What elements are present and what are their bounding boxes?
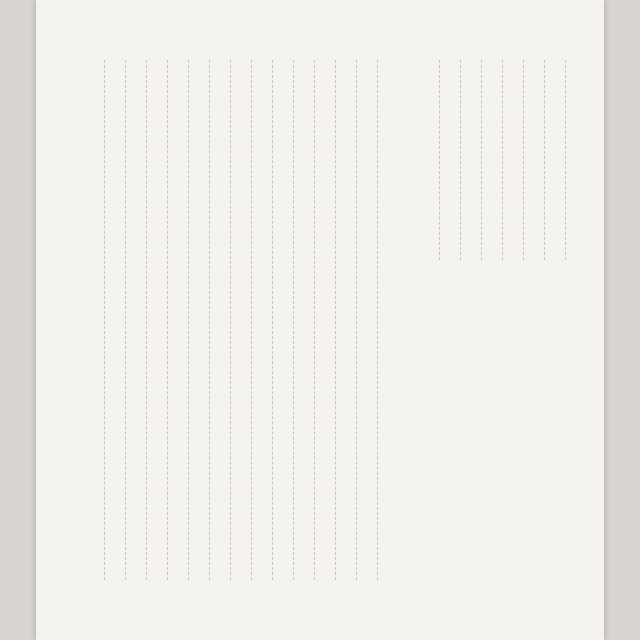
lower-text-block [80, 60, 398, 580]
text-column [294, 60, 315, 580]
text-column [210, 60, 231, 580]
text-column [336, 60, 357, 580]
text-column [545, 60, 566, 260]
upper-text-block [396, 60, 566, 260]
text-column [482, 60, 503, 260]
text-column [168, 60, 189, 580]
page-footer [36, 602, 604, 614]
text-column [315, 60, 336, 580]
text-column [273, 60, 294, 580]
text-column [524, 60, 545, 260]
book-page [36, 0, 604, 640]
text-column [189, 60, 210, 580]
text-column [252, 60, 273, 580]
section-heading-column [378, 60, 398, 580]
text-column [231, 60, 252, 580]
text-column [105, 60, 126, 580]
text-column [84, 60, 105, 580]
text-column [461, 60, 482, 260]
text-column [503, 60, 524, 260]
text-column [419, 60, 440, 260]
text-column [147, 60, 168, 580]
text-column [440, 60, 461, 260]
text-column [126, 60, 147, 580]
text-column [357, 60, 378, 580]
